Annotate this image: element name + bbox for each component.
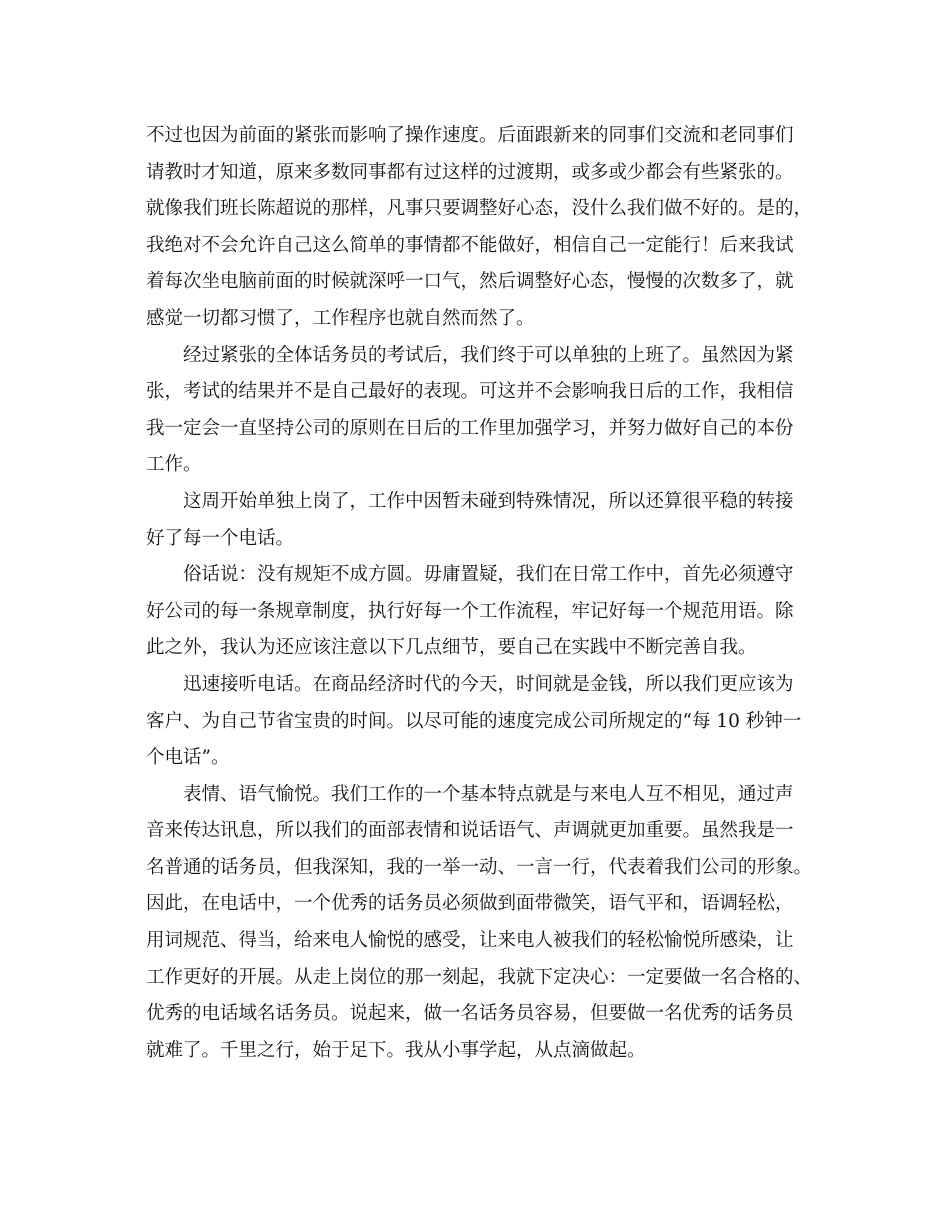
paragraph-6 xyxy=(146,777,813,1070)
text-line: 好公司的每一条规章制度，执行好每一个工作流程，牢记好每一个规范用语。除 xyxy=(146,600,794,622)
text-line: 表情、语气愉悦。我们工作的一个基本特点就是与来电人互不相见，通过声 xyxy=(183,783,794,805)
text-line: 我一定会一直坚持公司的原则在日后的工作里加强学习，并努力做好自己的本份 xyxy=(146,417,794,439)
text-line: 我绝对不会允许自己这么简单的事情都不能做好，相信自己一定能行！后来我试 xyxy=(146,234,794,256)
paragraph-2 xyxy=(146,338,808,484)
text-line: 名普通的话务员，但我深知，我的一举一动、一言一行，代表着我们公司的形象。 xyxy=(146,856,813,878)
text-line: 请教时才知道，原来多数同事都有过这样的过渡期，或多或少都会有些紧张的。 xyxy=(146,161,794,183)
paragraph-3 xyxy=(146,484,808,557)
text-line: 工作。 xyxy=(146,454,202,476)
text-line: 就难了。千里之行，始于足下。我从小事学起，从点滴做起。 xyxy=(146,1039,646,1061)
text-line: 张，考试的结果并不是自己最好的表现。可这并不会影响我日后的工作，我相信 xyxy=(146,381,794,403)
text-line: 工作更好的开展。从走上岗位的那一刻起，我就下定决心：一定要做一名合格的、 xyxy=(146,966,813,988)
text-line: 这周开始单独上岗了，工作中因暂未碰到特殊情况，所以还算很平稳的转接 xyxy=(183,490,794,512)
text-line: 此之外，我认为还应该注意以下几点细节，要自己在实践中不断完善自我。 xyxy=(146,637,757,659)
text-line: 感觉一切都习惯了，工作程序也就自然而然了。 xyxy=(146,307,535,329)
text-line: 不过也因为前面的紧张而影响了操作速度。后面跟新来的同事们交流和老同事们 xyxy=(146,125,794,146)
text-line: 俗话说：没有规矩不成方圆。毋庸置疑，我们在日常工作中，首先必须遵守 xyxy=(183,564,794,586)
text-line: 用词规范、得当，给来电人愉悦的感受，让来电人被我们的轻松愉悦所感染，让 xyxy=(146,930,794,952)
text-line: 着每次坐电脑前面的时候就深呼一口气，然后调整好心态，慢慢的次数多了，就 xyxy=(146,271,794,293)
paragraph-1 xyxy=(146,118,813,338)
paragraph-5 xyxy=(146,667,808,777)
text-line: 经过紧张的全体话务员的考试后，我们终于可以单独的上班了。虽然因为紧 xyxy=(183,344,794,366)
text-line: 个电话”。 xyxy=(146,747,230,769)
paragraph-4 xyxy=(146,557,808,667)
text-line: 优秀的电话域名话务员。说起来，做一名话务员容易，但要做一名优秀的话务员 xyxy=(146,1003,794,1025)
text-line: 因此，在电话中，一个优秀的话务员必须做到面带微笑，语气平和，语调轻松， xyxy=(146,893,794,915)
document-body xyxy=(146,118,813,1069)
text-line: 音来传达讯息，所以我们的面部表情和说话语气、声调就更加重要。虽然我是一 xyxy=(146,820,794,842)
text-line: 迅速接听电话。在商品经济时代的今天，时间就是金钱，所以我们更应该为 xyxy=(183,673,794,695)
text-line: 好了每一个电话。 xyxy=(146,527,295,549)
text-line: 客户、为自己节省宝贵的时间。以尽可能的速度完成公司所规定的“每 10 秒钟一 xyxy=(146,710,802,732)
text-line: 就像我们班长陈超说的那样，凡事只要调整好心态，没什么我们做不好的。是的， xyxy=(146,198,813,220)
